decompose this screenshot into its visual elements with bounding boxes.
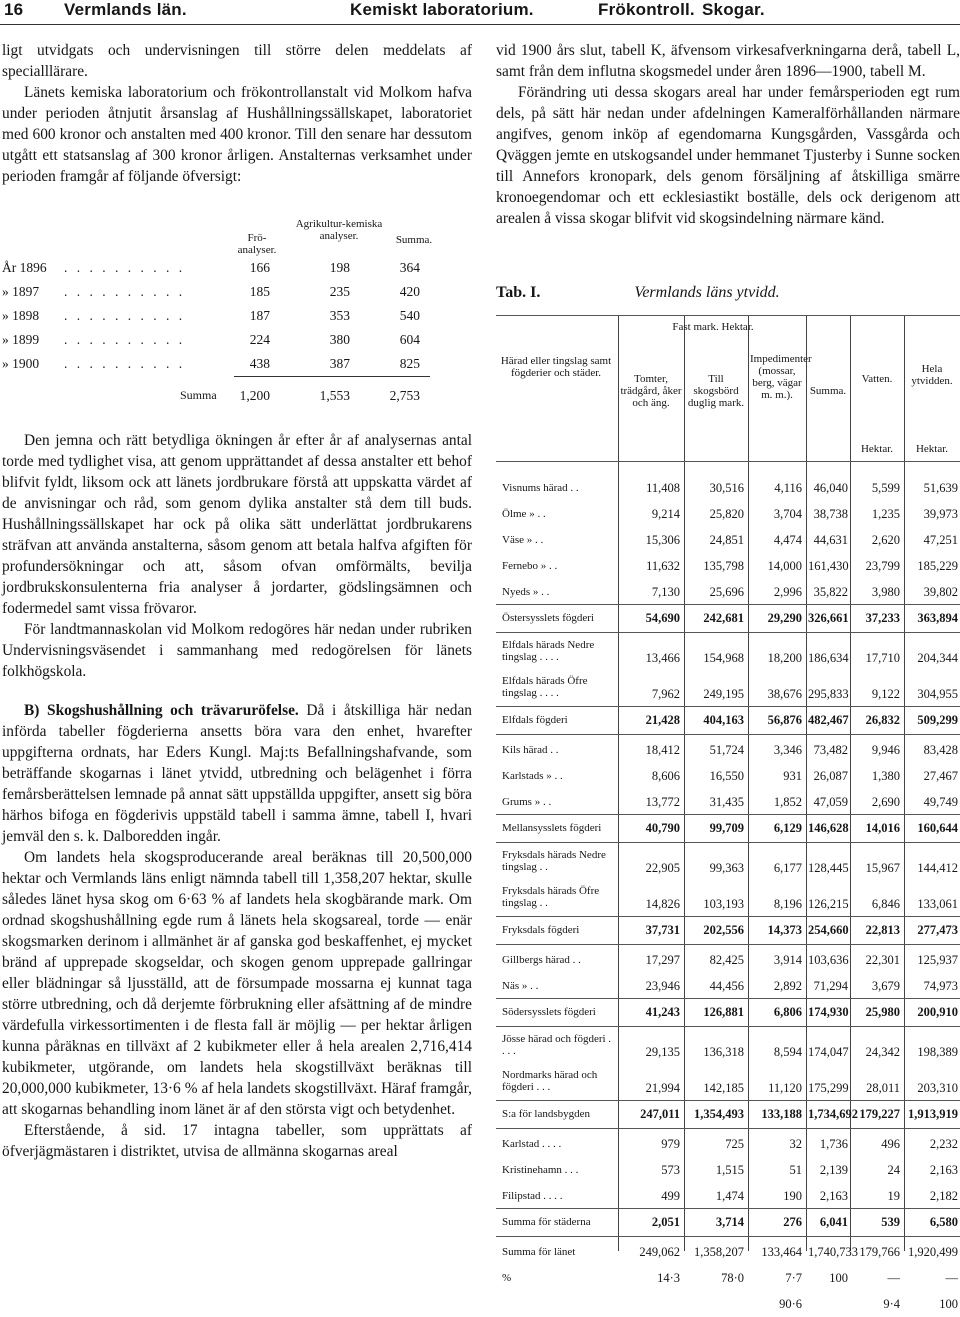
table-cell: 3,704 — [773, 507, 802, 521]
table-cell: 51,639 — [923, 481, 958, 495]
table-cell: 39,973 — [923, 507, 958, 521]
table-cell: 573 — [661, 1163, 680, 1177]
section-title-forest: Skogar. — [702, 0, 765, 19]
table-cell: 2,232 — [929, 1137, 958, 1151]
table-subtotal-row — [496, 1209, 960, 1235]
header-skog: Till skogsbörd duglig mark. — [687, 373, 745, 409]
total-rule — [234, 376, 430, 377]
row-label: Fryksdals fögderi — [502, 924, 580, 936]
row-label: Summa för städerna — [502, 1216, 591, 1228]
table-cell: 6,129 — [773, 821, 802, 835]
table-subtotal-row — [496, 815, 960, 841]
table-cell: 2,620 — [871, 533, 900, 547]
table-cell: 1,380 — [871, 769, 900, 783]
table-cell: 74,973 — [923, 979, 958, 993]
row-label: Elfdals härads Öfre tingslag . . . . — [502, 675, 588, 699]
table-cell: 9,214 — [651, 507, 680, 521]
header-tomter: Tomter, trädgård, åker och äng. — [620, 373, 682, 409]
table-cell: 133,061 — [917, 897, 958, 911]
table-cell: 1,740,733 — [808, 1245, 858, 1259]
table-cell: 22,301 — [865, 953, 900, 967]
table-cell: 40,790 — [645, 821, 680, 835]
table-cell: 15,967 — [865, 861, 900, 875]
table-subtotal-row — [496, 1101, 960, 1127]
right-paragraph-2: Förändring uti dessa skogars areal har under femårsperioden egt rum dels, på sätt här nedan under afdelningen Kameralförhållanden närmare angifves, genom inköp af egendomarna Kungsgården, Vassgårda och Qväggen jemte en utskogsandel under hemmanet Tjusterby i Sunne socken till Annefors kronopark, dels genom försäljning af åtskilliga smärre kronoegendomar och ett ecklesiastikt boställe, dels ock derigenom att arealen å vissa skogar blifvit vid skogsindelning närmare känd. — [496, 84, 960, 227]
table-cell: 103,193 — [703, 897, 744, 911]
table-cell: 1,515 — [715, 1163, 744, 1177]
col-header-fro: Frö-analyser. — [237, 232, 277, 256]
table-cell: 482,467 — [808, 713, 849, 727]
table-row — [496, 1029, 960, 1065]
table-cell: 304,955 — [917, 687, 958, 701]
table-cell: 1,913,919 — [908, 1107, 958, 1121]
table-label: Tab. I. — [496, 284, 541, 301]
table-cell: 39,802 — [923, 585, 958, 599]
table-cell: 22,813 — [865, 923, 900, 937]
table-cell: 404,163 — [703, 713, 744, 727]
table-cell: 133,464 — [761, 1245, 802, 1259]
table-row — [496, 579, 960, 605]
table-cell: 29,290 — [767, 611, 802, 625]
table-cell: 126,215 — [808, 897, 849, 911]
table-row: » 1897 . . . . . . . . . . 185 235 420 — [2, 284, 420, 299]
table-cell: 30,516 — [709, 481, 744, 495]
table-row — [496, 737, 960, 763]
row-label: Karlstad . . . . — [502, 1138, 562, 1150]
table-cell: 78·0 — [721, 1271, 744, 1285]
table-cell: 2,139 — [819, 1163, 848, 1177]
table-cell: 249,195 — [703, 687, 744, 701]
table-cell: 142,185 — [703, 1081, 744, 1095]
table-cell: 38,676 — [767, 687, 802, 701]
table-cell: 25,980 — [865, 1005, 900, 1019]
table-row — [496, 1239, 960, 1265]
table-cell: 931 — [783, 769, 802, 783]
table-row — [496, 1131, 960, 1157]
table-cell: 35,822 — [813, 585, 848, 599]
table-cell: 2,163 — [819, 1189, 848, 1203]
table-cell: 56,876 — [767, 713, 802, 727]
table-cell: 26,087 — [813, 769, 848, 783]
table-cell: 979 — [661, 1137, 680, 1151]
table-cell: 54,690 — [645, 611, 680, 625]
table-row — [496, 635, 960, 671]
table-cell: 26,832 — [865, 713, 900, 727]
table-cell: 9,122 — [871, 687, 900, 701]
row-label: Summa för länet — [502, 1246, 576, 1258]
table-row: År 1896 . . . . . . . . . . 166 198 364 — [2, 260, 420, 275]
table-row — [496, 527, 960, 553]
table-cell: 499 — [661, 1189, 680, 1203]
table-cell: 6,806 — [773, 1005, 802, 1019]
row-label: Nordmarks härad och fögderi . . . — [502, 1069, 598, 1093]
unit-hektar-1: Hektar. — [860, 443, 894, 455]
paragraph-6: Om landets hela skogsproducerande areal beräknas till 20,500,000 hektar och Vermlands läns enligt nämnda tabell till 1,358,207 hektar, skulle således länet hysa skog om 6·63 % af landets hela skogbärande mark. Om ordnad skogshushållning egde rum å länets hela skogsareal, torde — enär skogsmarken derinom i allmänhet är af ganska god beskaffenhet, ej mycket bränd af upprepade skogseldar, och skogen genom upprepade gallringar eller blädningar så ljusställd, att de försumpade mossarna ej kunnat taga större utbredning, och då derjemte förbrukning eller afsättning af de mindre värdefulla virkessortimenten i de flesta fall är möjlig — per hektar årligen kunna påräknas en tillväxt af 2 kubikmeter eller å hela arealen 2,716,414 kubikmeter, utgörande, om landets hela skogstillväxt beräknas till 20,000,000 kubikmeter, 13·6 % af hela landets skogstillväxt. Häraf framgår, att skogarnas behandling inom länet är af den största vigt och betydenhet. — [2, 849, 472, 1118]
table-cell: 14,016 — [865, 821, 900, 835]
table-cell: 3,980 — [871, 585, 900, 599]
row-label: Elfdals fögderi — [502, 714, 568, 726]
right-paragraph-1: vid 1900 års slut, tabell K, äfvensom virkesafverkningarna derå, tabell L, samt från dem influtna skogsmedel under åren 1896—1900, tabell M. — [496, 42, 960, 80]
table-cell: 28,011 — [866, 1081, 900, 1095]
row-label: Östersysslets fögderi — [502, 612, 594, 624]
table-cell: 46,040 — [813, 481, 848, 495]
table-cell: 99,709 — [709, 821, 744, 835]
table-cell: 25,696 — [709, 585, 744, 599]
table-cell: 14,826 — [645, 897, 680, 911]
table-cell: 17,297 — [645, 953, 680, 967]
table-cell: 7,130 — [651, 585, 680, 599]
table-cell: 133,188 — [761, 1107, 802, 1121]
row-label: Fryksdals härads Nedre tingslag . . — [502, 849, 606, 873]
table-cell: 3,679 — [871, 979, 900, 993]
table-cell: 90·6 — [779, 1297, 802, 1311]
table-subtotal-row — [496, 605, 960, 631]
table-cell: 44,456 — [709, 979, 744, 993]
table-cell: 37,731 — [645, 923, 680, 937]
row-label: Filipstad . . . . — [502, 1190, 563, 1202]
table-cell: 2,182 — [929, 1189, 958, 1203]
table-cell: 128,445 — [808, 861, 849, 875]
table-cell: 47,251 — [923, 533, 958, 547]
table-cell: 37,233 — [865, 611, 900, 625]
table-cell: 1,920,499 — [908, 1245, 958, 1259]
table-cell: 1,734,692 — [808, 1107, 858, 1121]
table-cell: 49,749 — [923, 795, 958, 809]
row-label: S:a för landsbygden — [502, 1108, 590, 1120]
table-cell: 2,163 — [929, 1163, 958, 1177]
table-row — [496, 475, 960, 501]
table-subtotal-row — [496, 917, 960, 943]
table-cell: 725 — [725, 1137, 744, 1151]
row-label: % — [502, 1272, 512, 1284]
header-fast-mark: Fast mark. Hektar. — [672, 321, 754, 333]
table-cell: 539 — [881, 1215, 900, 1229]
table-cell: 29,135 — [645, 1045, 680, 1059]
table-cell: 295,833 — [808, 687, 849, 701]
row-label: Nyeds » . . — [502, 586, 550, 598]
table-cell: 21,428 — [645, 713, 680, 727]
table-cell: 200,910 — [917, 1005, 958, 1019]
col-header-agri: Agrikultur-kemiska analyser. — [295, 218, 383, 242]
row-label: Mellansysslets fögderi — [502, 822, 602, 834]
table-cell: 125,937 — [917, 953, 958, 967]
table-cell: 15,306 — [645, 533, 680, 547]
paragraph-7: Efterstående, å sid. 17 intagna tabeller, som upprättats af öfverjägmästaren i distriktet, utvisa de allmänna skogarnas areal — [2, 1122, 472, 1160]
table-cell: 160,644 — [917, 821, 958, 835]
table-cell: 174,047 — [808, 1045, 849, 1059]
table-cell: 186,634 — [808, 651, 849, 665]
table-row — [496, 845, 960, 881]
table-cell: 14,000 — [767, 559, 802, 573]
table-cell: 13,772 — [645, 795, 680, 809]
table-cell: 16,550 — [709, 769, 744, 783]
table-cell: 24,851 — [709, 533, 744, 547]
table-row — [496, 881, 960, 917]
paragraph-3: Den jemna och rätt betydliga ökningen år efter år af analysernas antal torde med tydlighet visa, att genom upprättandet af dessa anstalter ett behof blifvit fyldt, liksom ock att länets jordbrukare förstå att uppskatta värdet af de anvisningar och råd, som genom dylika anstalter stå dem till buds. Hushållningssällskapet har ock på olika sätt underlättat jordbrukarens sträfvan att använda anstalterna, såsom genom att betala halfva afgiften för profundersökningar och att, såsom ofvan omförmälts, bevilja jordbrukskonsulenterna fria analyser å jordarter, gödslingsämnen och fodermedel samt vissa frövaror. — [2, 432, 472, 617]
table-cell: 11,408 — [646, 481, 680, 495]
table-row — [496, 947, 960, 973]
table-cell: 2,892 — [773, 979, 802, 993]
table-cell: 174,930 — [808, 1005, 849, 1019]
table-cell: 31,435 — [709, 795, 744, 809]
paragraph-5: B) Skogshushållning och trävaruröfelse. Då i åtskilliga här nedan införda tabeller fögderierna ansetts böra vara den enhet, hvarefter uppgifterna ordnats, har Eders Kungl. Maj:ts Befallningshafvande, som beträffande skogarnas i länet ytvidd, utbredning och belägenhet i förra femårsberättelsen lemnade på annat sätt uppställda uppgifter, ansett sig böra härhos bifoga en fögderivis uppstäld tabell i samma ämne, tabell I, hvari jemväl den s. k. Dalboredden ingår. — [2, 702, 472, 845]
table-cell: 73,482 — [813, 743, 848, 757]
header-district: Härad eller tingslag samt fögderier och städer. — [500, 355, 612, 379]
table-cell: 4,474 — [773, 533, 802, 547]
table-cell: 100 — [829, 1271, 848, 1285]
row-label: Ölme » . . — [502, 508, 546, 520]
row-label: Näs » . . — [502, 980, 539, 992]
county-title: Vermlands län. — [64, 0, 187, 19]
table-cell: 2,690 — [871, 795, 900, 809]
table-cell: 1,354,493 — [694, 1107, 744, 1121]
table-cell: 277,473 — [917, 923, 958, 937]
table-row — [496, 671, 960, 707]
row-label: Grums » . . — [502, 796, 552, 808]
table-cell: 44,631 — [813, 533, 848, 547]
section-b-heading: B) Skogshushållning och trävaruröfelse. — [24, 702, 299, 719]
table-row — [496, 553, 960, 579]
table-cell: 7·7 — [785, 1271, 802, 1285]
table-cell: 126,881 — [703, 1005, 744, 1019]
table-cell: 83,428 — [923, 743, 958, 757]
table-cell: 247,011 — [640, 1107, 680, 1121]
col-header-sum: Summa. — [395, 234, 433, 246]
table-cell: 51,724 — [709, 743, 744, 757]
row-label: Visnums härad . . — [502, 482, 579, 494]
table-subtotal-row — [496, 999, 960, 1025]
table-cell: 14·3 — [657, 1271, 680, 1285]
table-row — [496, 789, 960, 815]
row-label: Gillbergs härad . . — [502, 954, 581, 966]
table-cell: 6,846 — [871, 897, 900, 911]
table-cell: 1,736 — [819, 1137, 848, 1151]
table-cell: 8,606 — [651, 769, 680, 783]
table-cell: 8,594 — [773, 1045, 802, 1059]
area-table — [496, 315, 960, 1311]
table-cell: 51 — [789, 1163, 802, 1177]
table-cell: 3,914 — [773, 953, 802, 967]
table-cell: 23,799 — [865, 559, 900, 573]
table-row — [496, 1291, 960, 1317]
table-cell: 5,599 — [871, 481, 900, 495]
table-row — [496, 1265, 960, 1291]
unit-hektar-2: Hektar. — [915, 443, 949, 455]
table-cell: 11,632 — [646, 559, 680, 573]
table-cell: 7,962 — [651, 687, 680, 701]
table-cell: 146,628 — [808, 821, 849, 835]
table-cell: 276 — [783, 1215, 802, 1229]
table-row: » 1898 . . . . . . . . . . 187 353 540 — [2, 308, 420, 323]
table-row — [496, 973, 960, 999]
paragraph-2: Länets kemiska laboratorium och frökontrollanstalt vid Molkom hafva under perioden åtnjutit årsanslag af Hushållningssällskapet, laboratoriet med 600 kronor och anstalten med 400 kronor. Till den senare har dessutom utgått ett statsanslag af 300 kronor årligen. Anstalternas verksamhet under perioden framgår af följande öfversigt: — [2, 84, 472, 185]
table-cell: 185,229 — [917, 559, 958, 573]
table-cell: 3,346 — [773, 743, 802, 757]
table-cell: 71,294 — [813, 979, 848, 993]
table-cell: — — [945, 1271, 958, 1285]
table-cell: 154,968 — [703, 651, 744, 665]
table-cell: 9,946 — [871, 743, 900, 757]
row-label: Väse » . . — [502, 534, 544, 546]
table-cell: 6,041 — [819, 1215, 848, 1229]
table-cell: 22,905 — [645, 861, 680, 875]
table-cell: 1,474 — [715, 1189, 744, 1203]
table-cell: 509,299 — [917, 713, 958, 727]
table-cell: 203,310 — [917, 1081, 958, 1095]
table-cell: 27,467 — [923, 769, 958, 783]
table-cell: 11,120 — [768, 1081, 802, 1095]
row-label: Fryksdals härads Öfre tingslag . . — [502, 885, 600, 909]
page-header — [0, 0, 960, 26]
table-cell: 2,996 — [773, 585, 802, 599]
table-cell: 4,116 — [774, 481, 802, 495]
table-title: Vermlands läns ytvidd. — [634, 284, 780, 301]
row-label: Fernebo » . . — [502, 560, 558, 572]
table-cell: 363,894 — [917, 611, 958, 625]
table-cell: 14,373 — [767, 923, 802, 937]
table-cell: 18,412 — [645, 743, 680, 757]
table-cell: 23,946 — [645, 979, 680, 993]
table-cell: 18,200 — [767, 651, 802, 665]
header-impedi: Impedimenter (mossar, berg, vägar m. m.). — [750, 353, 812, 401]
section-title-seed: Frökontroll. — [598, 0, 695, 19]
table-cell: 179,766 — [859, 1245, 900, 1259]
table-cell: 24,342 — [865, 1045, 900, 1059]
table-cell: 17,710 — [865, 651, 900, 665]
row-label: Kils härad . . — [502, 744, 559, 756]
table-cell: 161,430 — [808, 559, 849, 573]
table-cell: 25,820 — [709, 507, 744, 521]
table-cell: 242,681 — [703, 611, 744, 625]
table-cell: 103,636 — [808, 953, 849, 967]
table-row: » 1900 . . . . . . . . . . 438 387 825 — [2, 356, 420, 371]
right-column — [496, 40, 960, 1311]
table-cell: 3,714 — [715, 1215, 744, 1229]
table-row — [496, 1183, 960, 1209]
table-cell: 32 — [789, 1137, 802, 1151]
row-label: Karlstads » . . — [502, 770, 563, 782]
table-cell: 2,051 — [651, 1215, 680, 1229]
table-cell: 202,556 — [703, 923, 744, 937]
table-cell: 326,661 — [808, 611, 849, 625]
table-cell: 1,358,207 — [694, 1245, 744, 1259]
table-row — [496, 763, 960, 789]
table-cell: 1,235 — [871, 507, 900, 521]
table-row — [496, 1065, 960, 1101]
header-hela: Hela ytvidden. — [911, 363, 953, 387]
table-total-row: Summa 1,200 1,553 2,753 — [180, 388, 420, 403]
paragraph-4: För landtmannaskolan vid Molkom redogöres här nedan under rubriken Undervisningsväsendet i sammanhang med redogörelsen för länets folkhögskola. — [2, 621, 472, 680]
page-number: 16 — [4, 0, 24, 19]
left-column — [2, 40, 472, 1160]
table-caption — [496, 284, 780, 302]
table-cell: 41,243 — [645, 1005, 680, 1019]
table-cell: 179,227 — [859, 1107, 900, 1121]
table-cell: 47,059 — [813, 795, 848, 809]
header-rule — [0, 24, 960, 25]
table-cell: 254,660 — [808, 923, 849, 937]
table-cell: 38,738 — [813, 507, 848, 521]
table-cell: 8,196 — [773, 897, 802, 911]
table-cell: 249,062 — [639, 1245, 680, 1259]
table-cell: 198,389 — [917, 1045, 958, 1059]
table-row — [496, 501, 960, 527]
table-cell: 135,798 — [703, 559, 744, 573]
table-subtotal-row — [496, 707, 960, 733]
paragraph-1: ligt utvidgats och undervisningen till större delen meddelats af specialllärare. — [2, 42, 472, 80]
table-cell: — — [887, 1271, 900, 1285]
table-cell: 136,318 — [703, 1045, 744, 1059]
section-title-lab: Kemiskt laboratorium. — [350, 0, 534, 19]
table-cell: 190 — [783, 1189, 802, 1203]
row-label: Södersysslets fögderi — [502, 1006, 596, 1018]
table-cell: 21,994 — [645, 1081, 680, 1095]
table-cell: 6,177 — [773, 861, 802, 875]
table-cell: 175,299 — [808, 1081, 849, 1095]
table-cell: 9·4 — [883, 1297, 900, 1311]
header-vatten: Vatten. — [861, 373, 893, 385]
table-cell: 1,852 — [773, 795, 802, 809]
table-cell: 204,344 — [917, 651, 958, 665]
table-cell: 99,363 — [709, 861, 744, 875]
table-cell: 13,466 — [645, 651, 680, 665]
table-cell: 24 — [887, 1163, 900, 1177]
row-label: Elfdals härads Nedre tingslag . . . . — [502, 639, 595, 663]
table-row: » 1899 . . . . . . . . . . 224 380 604 — [2, 332, 420, 347]
row-label: Jösse härad och fögderi . . . . — [502, 1033, 612, 1057]
table-cell: 82,425 — [709, 953, 744, 967]
header-summa: Summa. — [809, 385, 847, 397]
row-label: Kristinehamn . . . — [502, 1164, 579, 1176]
table-row — [496, 1157, 960, 1183]
table-cell: 19 — [887, 1189, 900, 1203]
table-cell: 6,580 — [929, 1215, 958, 1229]
table-cell: 496 — [881, 1137, 900, 1151]
table-cell: 144,412 — [917, 861, 958, 875]
table-cell: 100 — [939, 1297, 958, 1311]
